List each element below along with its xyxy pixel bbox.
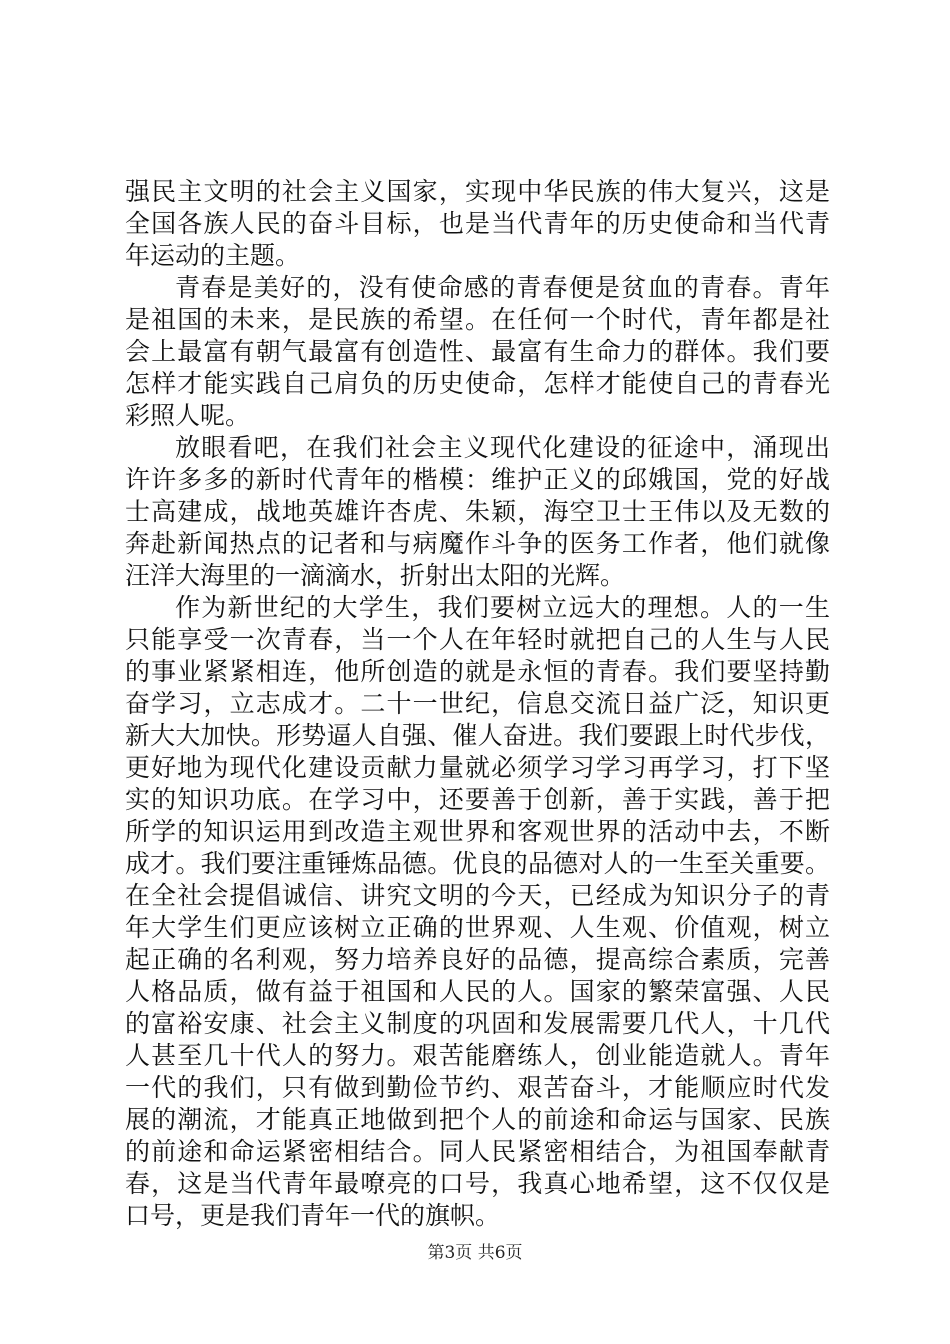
text-line: 作为新世纪的大学生，我们要树立远大的理想。人的一生	[175, 593, 830, 622]
text-line: 会上最富有朝气最富有创造性、最富有生命力的群体。我们要	[125, 337, 830, 366]
text-line: 许许多多的新时代青年的楷模：维护正义的邱娥国，党的好战	[125, 465, 830, 494]
text-line: 一代的我们，只有做到勤俭节约、艰苦奋斗，才能顺应时代发	[125, 1073, 830, 1102]
text-line: 是祖国的未来，是民族的希望。在任何一个时代，青年都是社	[125, 305, 830, 334]
text-line: 春，这是当代青年最嘹亮的口号，我真心地希望，这不仅仅是	[125, 1169, 830, 1198]
text-line: 人格品质，做有益于祖国和人民的人。国家的繁荣富强、人民	[125, 977, 830, 1006]
text-line: 全国各族人民的奋斗目标，也是当代青年的历史使命和当代青	[125, 209, 830, 238]
text-line: 所学的知识运用到改造主观世界和客观世界的活动中去，不断	[125, 817, 830, 846]
text-line: 人甚至几十代人的努力。艰苦能磨练人，创业能造就人。青年	[125, 1041, 830, 1070]
text-line: 奋学习，立志成才。二十一世纪，信息交流日益广泛，知识更	[125, 689, 830, 718]
text-line: 的事业紧紧相连，他所创造的就是永恒的青春。我们要坚持勤	[125, 657, 830, 686]
text-line: 只能享受一次青春，当一个人在年轻时就把自己的人生与人民	[125, 625, 830, 654]
text-line: 口号，更是我们青年一代的旗帜。	[125, 1201, 501, 1230]
page-footer: 第3页 共6页	[427, 1243, 523, 1263]
text-line: 在全社会提倡诚信、讲究文明的今天，已经成为知识分子的青	[125, 881, 830, 910]
text-line: 的富裕安康、社会主义制度的巩固和发展需要几代人，十几代	[125, 1009, 830, 1038]
text-line: 展的潮流，才能真正地做到把个人的前途和命运与国家、民族	[125, 1105, 830, 1134]
text-line: 奔赴新闻热点的记者和与病魔作斗争的医务工作者，他们就像	[125, 529, 830, 558]
text-line: 怎样才能实践自己肩负的历史使命，怎样才能使自己的青春光	[125, 369, 830, 398]
text-line: 士高建成，战地英雄许杏虎、朱颖，海空卫士王伟以及无数的	[125, 497, 830, 526]
text-line: 实的知识功底。在学习中，还要善于创新，善于实践，善于把	[125, 785, 830, 814]
text-line: 更好地为现代化建设贡献力量就必须学习学习再学习，打下坚	[125, 753, 830, 782]
text-line: 的前途和命运紧密相结合。同人民紧密相结合，为祖国奉献青	[125, 1137, 830, 1166]
text-line: 成才。我们要注重锤炼品德。优良的品德对人的一生至关重要。	[125, 849, 830, 878]
text-line: 起正确的名利观，努力培养良好的品德，提高综合素质，完善	[125, 945, 830, 974]
text-line: 新大大加快。形势逼人自强、催人奋进。我们要跟上时代步伐，	[125, 721, 830, 750]
text-line: 青春是美好的，没有使命感的青春便是贫血的青春。青年	[175, 273, 830, 302]
text-line: 放眼看吧，在我们社会主义现代化建设的征途中，涌现出	[175, 433, 830, 462]
text-line: 汪洋大海里的一滴滴水，折射出太阳的光辉。	[125, 561, 626, 590]
text-line: 彩照人呢。	[125, 401, 251, 430]
text-line: 年运动的主题。	[125, 241, 301, 270]
text-line: 年大学生们更应该树立正确的世界观、人生观、价值观，树立	[125, 913, 830, 942]
document-body	[125, 176, 830, 1232]
text-line: 强民主文明的社会主义国家，实现中华民族的伟大复兴，这是	[125, 177, 830, 206]
